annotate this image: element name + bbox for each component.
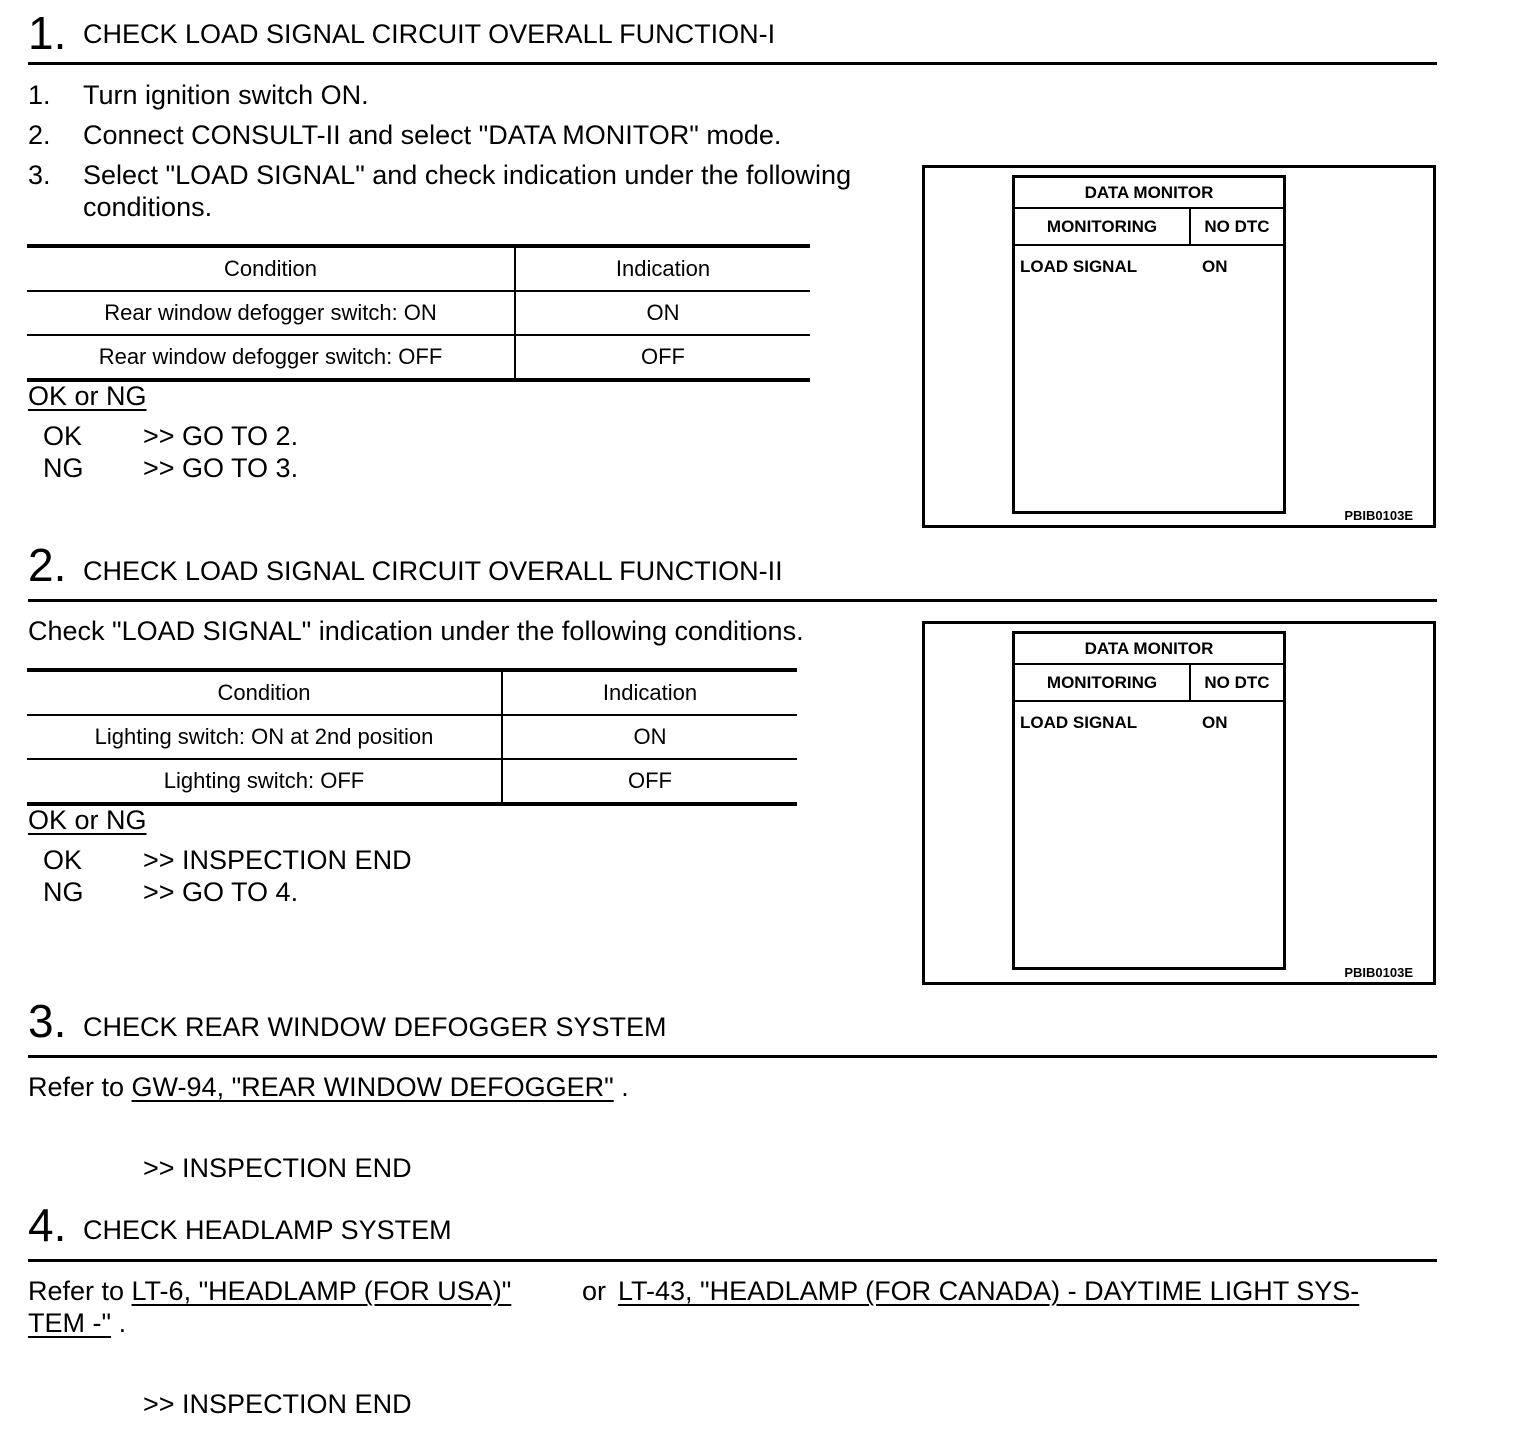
refer-suffix: .	[111, 1308, 127, 1338]
ng-label: NG	[43, 453, 84, 483]
section-divider	[28, 62, 1437, 65]
figure-id: PBIB0103E	[1344, 508, 1413, 523]
ok-label: OK	[43, 845, 83, 875]
table-cell: OFF	[515, 335, 810, 380]
table-header: Indication	[515, 246, 810, 291]
refer-prefix: Refer to	[28, 1072, 132, 1102]
result-action: >> INSPECTION END	[143, 1389, 412, 1419]
monitor-mode: MONITORING	[1046, 217, 1158, 236]
section-number: 3.	[28, 995, 67, 1047]
ok-action: >> GO TO 2.	[143, 421, 299, 451]
step-number: 3.	[28, 160, 51, 190]
section-divider	[28, 1055, 1437, 1058]
section-divider	[28, 599, 1437, 602]
data-monitor-screen	[1012, 631, 1286, 970]
condition-table	[27, 668, 797, 806]
monitor-title: DATA MONITOR	[1084, 183, 1214, 202]
section-title: CHECK HEADLAMP SYSTEM	[83, 1215, 452, 1245]
step-number: 2.	[28, 120, 51, 150]
monitor-item: LOAD SIGNAL	[1020, 713, 1138, 732]
step-text: Select "LOAD SIGNAL" and check indication under the following	[83, 160, 852, 190]
table-cell: ON	[502, 715, 797, 759]
ok-ng-heading: OK or NG	[28, 381, 147, 411]
table-header: Condition	[27, 670, 502, 715]
monitor-value: ON	[1202, 713, 1228, 732]
ok-label: OK	[43, 421, 83, 451]
table-cell: ON	[515, 291, 810, 335]
data-monitor-figure	[922, 621, 1436, 985]
step-number: 1.	[28, 80, 51, 110]
monitor-title: DATA MONITOR	[1084, 639, 1214, 658]
ng-action: >> GO TO 4.	[143, 877, 299, 907]
section-number: 4.	[28, 1199, 67, 1251]
reference-link-usa[interactable]: LT-6, "HEADLAMP (FOR USA)"	[131, 1276, 512, 1306]
ok-action: >> INSPECTION END	[143, 845, 412, 875]
step-text-continued: conditions.	[83, 192, 213, 222]
step-text: Turn ignition switch ON.	[83, 80, 369, 110]
refer-line	[28, 1275, 1437, 1307]
table-header: Indication	[502, 670, 797, 715]
monitor-status: NO DTC	[1204, 217, 1270, 236]
monitor-mode: MONITORING	[1046, 673, 1158, 692]
refer-prefix: Refer to	[28, 1276, 132, 1306]
ng-label: NG	[43, 877, 84, 907]
refer-suffix: .	[613, 1072, 629, 1102]
ng-action: >> GO TO 3.	[143, 453, 299, 483]
refer-or: or	[582, 1276, 607, 1306]
section-number: 1.	[28, 7, 67, 59]
ok-ng-heading: OK or NG	[28, 805, 147, 835]
monitor-value: ON	[1202, 257, 1228, 276]
data-monitor-screen	[1012, 175, 1286, 514]
table-cell: Lighting switch: ON at 2nd position	[27, 715, 502, 759]
result-action: >> INSPECTION END	[143, 1153, 412, 1183]
section-title: CHECK LOAD SIGNAL CIRCUIT OVERALL FUNCTION-I	[83, 19, 776, 49]
data-monitor-figure	[922, 165, 1436, 528]
refer-line-continued	[28, 1307, 126, 1339]
reference-link[interactable]: GW-94, "REAR WINDOW DEFOGGER"	[131, 1072, 614, 1102]
section-number: 2.	[28, 539, 67, 591]
table-cell: Rear window defogger switch: OFF	[27, 335, 515, 380]
figure-id: PBIB0103E	[1344, 965, 1413, 980]
section-divider	[28, 1259, 1437, 1262]
monitor-status: NO DTC	[1204, 673, 1270, 692]
section-title: CHECK LOAD SIGNAL CIRCUIT OVERALL FUNCTION-II	[83, 556, 783, 586]
table-cell: OFF	[502, 759, 797, 804]
section-title: CHECK REAR WINDOW DEFOGGER SYSTEM	[83, 1012, 667, 1042]
step-text: Connect CONSULT-II and select "DATA MONITOR" mode.	[83, 120, 782, 150]
monitor-item: LOAD SIGNAL	[1020, 257, 1138, 276]
table-header: Condition	[27, 246, 515, 291]
reference-link-canada[interactable]: LT-43, "HEADLAMP (FOR CANADA) - DAYTIME LIGHT SYS-	[618, 1276, 1360, 1306]
table-cell: Rear window defogger switch: ON	[27, 291, 515, 335]
condition-table	[27, 244, 810, 382]
section-intro: Check "LOAD SIGNAL" indication under the following conditions.	[28, 616, 804, 646]
refer-line	[28, 1071, 629, 1103]
table-cell: Lighting switch: OFF	[27, 759, 502, 804]
reference-link-canada-continued[interactable]: TEM -"	[28, 1308, 112, 1338]
